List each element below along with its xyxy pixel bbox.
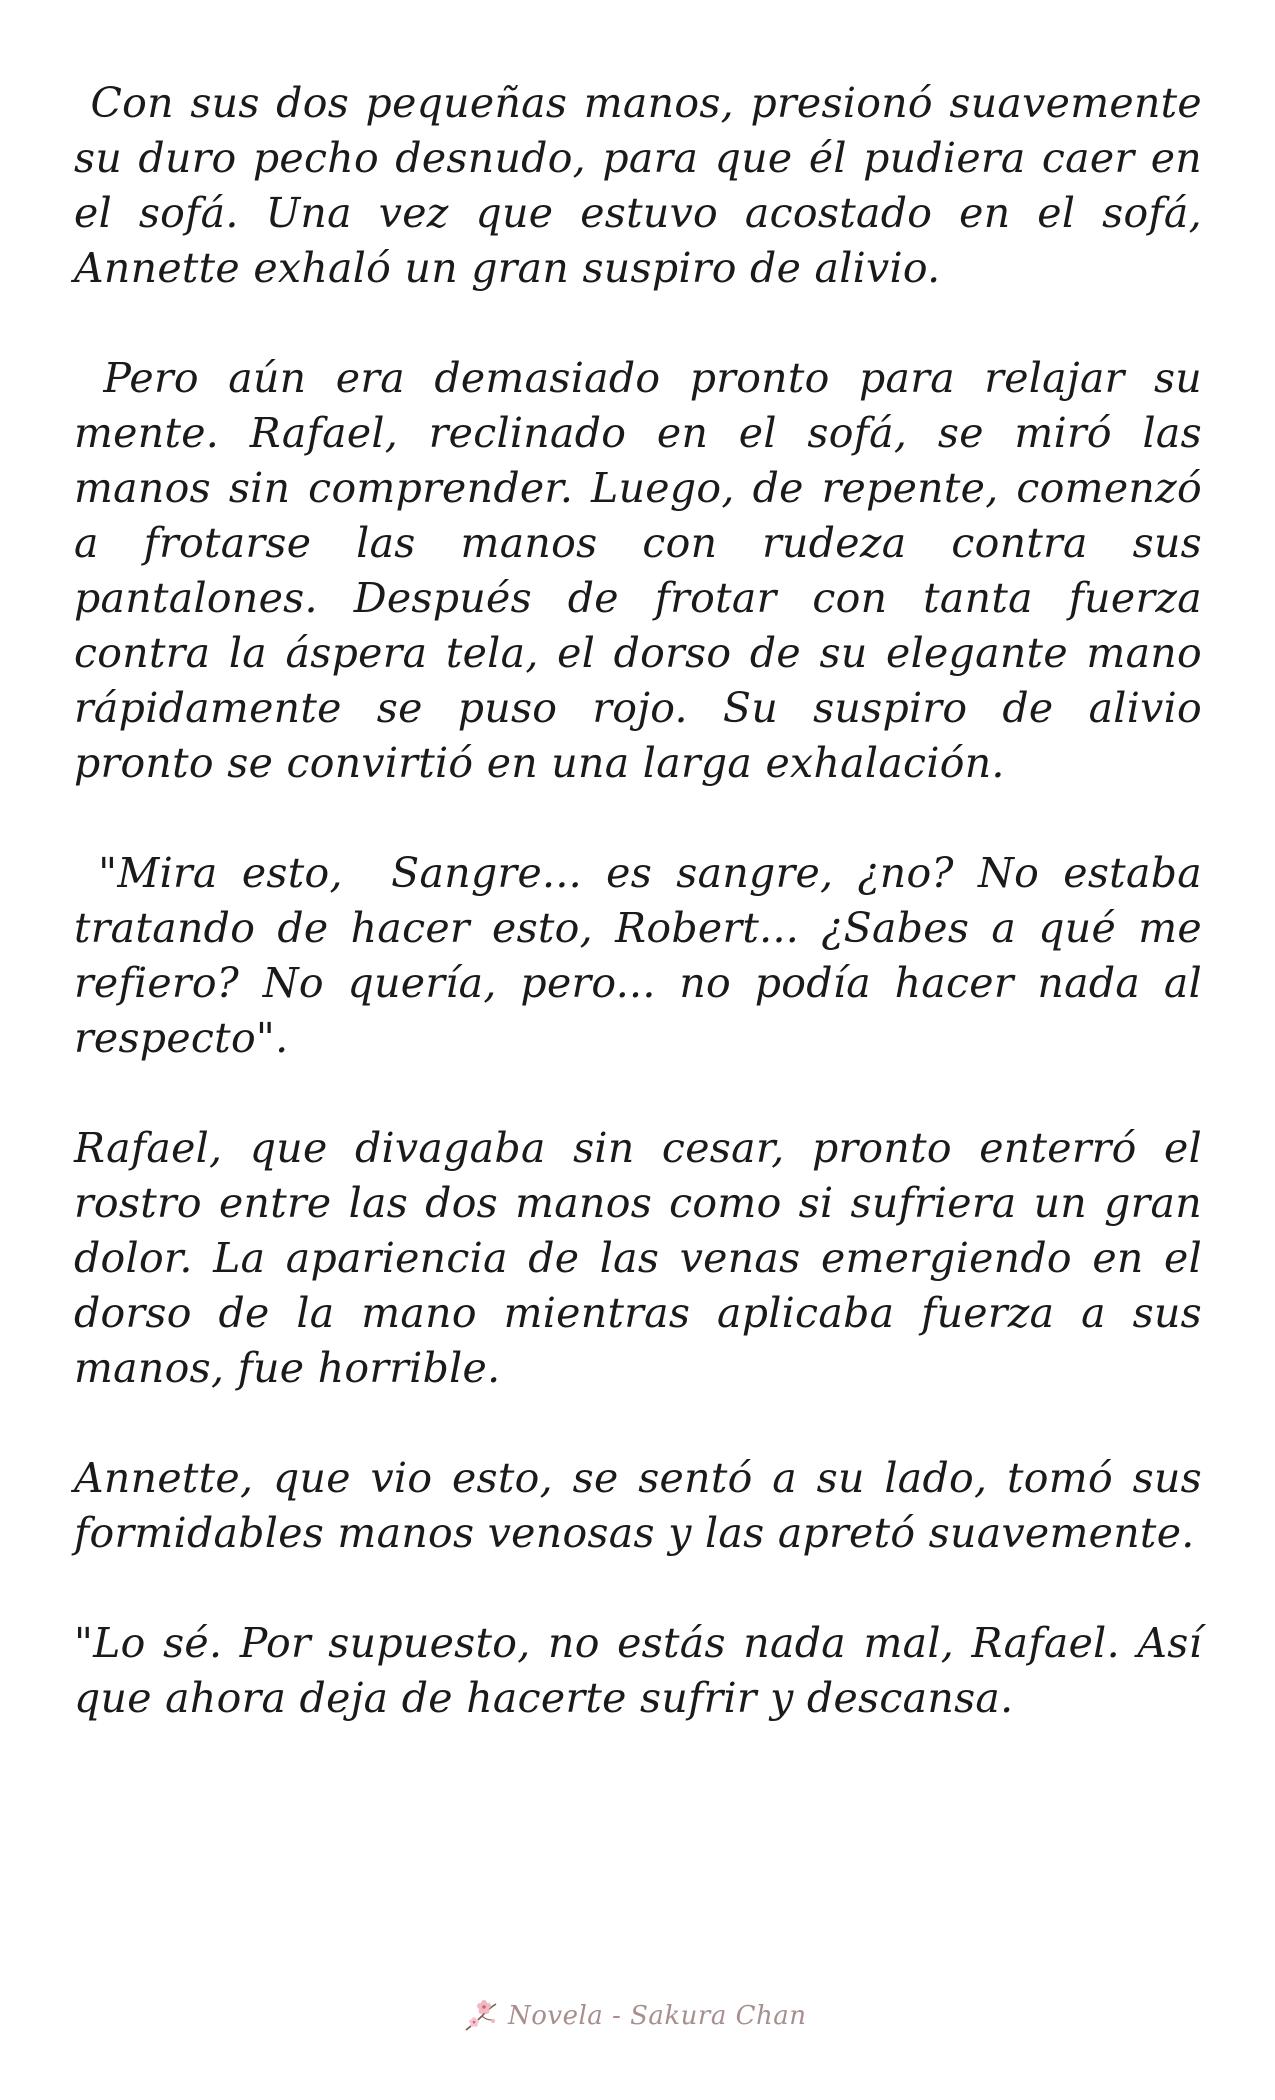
paragraph-2: Pero aún era demasiado pronto para relajar su mente. Rafael, reclinado en el sofá, se miró las manos sin comprender. Luego, de repente, comenzó a frotarse las manos con rudeza contra sus pantalones. Después de frotar con tanta fuerza contra la áspera tela, el dorso de su elegante mano rápidamente se puso rojo. Su suspiro de alivio pronto se convirtió en una larga exhalación. [74,354,1216,787]
story-text [74,76,1216,1726]
paragraph-5: Annette, que vio esto, se sentó a su lado, tomó sus formidables manos venosas y las apretó suavemente. [74,1454,1216,1557]
paragraph-6: "Lo sé. Por supuesto, no estás nada mal, Rafael. Así que ahora deja de hacerte sufrir y descansa. [74,1619,1216,1722]
watermark [462,1996,807,2036]
paragraph-3: "Mira esto, Sangre... es sangre, ¿no? No estaba tratando de hacer esto, Robert... ¿Sabes a qué me refiero? No quería, pero... no podía hacer nada al respecto". [74,849,1216,1062]
cherry-blossom-icon [462,1996,502,2036]
watermark-text: Novela - Sakura Chan [508,2001,807,2031]
paragraph-4: Rafael, que divagaba sin cesar, pronto enterró el rostro entre las dos manos como si sufriera un gran dolor. La apariencia de las venas emergiendo en el dorso de la mano mientras aplicaba fuerza a sus manos, fue horrible. [74,1124,1216,1392]
paragraph-1: Con sus dos pequeñas manos, presionó suavemente su duro pecho desnudo, para que él pudiera caer en el sofá. Una vez que estuvo acostado en el sofá, Annette exhaló un gran suspiro de alivio. [74,79,1216,292]
